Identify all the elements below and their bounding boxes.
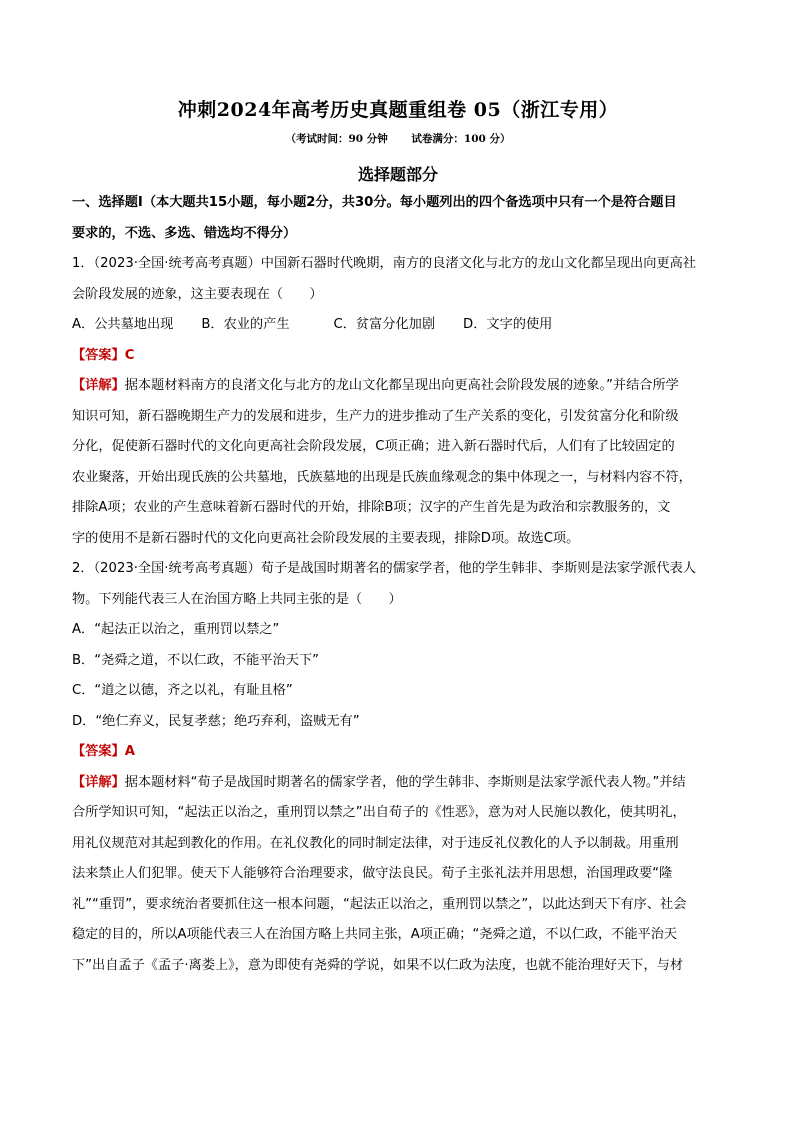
q1-answer-value: C bbox=[124, 347, 135, 363]
q2-detail-line-1 bbox=[72, 768, 724, 799]
q2-detail-line-2: 合所学知识可知，“起法正以治之，重刑罚以禁之”出自荀子的《性恶》，意为对人民施以教化，使其明礼， bbox=[72, 805, 686, 820]
q1-option-a: A．公共墓地出现 bbox=[72, 317, 174, 332]
q1-option-c: C．贫富分化加剧 bbox=[333, 317, 436, 332]
q2-detail-line-7: 下”出自孟子《孟子·离娄上》，意为即使有尧舜的学说，如果不以仁政为法度，也就不能治理好天下，与材 bbox=[72, 957, 684, 973]
q1-stem-line-2: 会阶段发展的迹象，这主要表现在（ ） bbox=[72, 286, 323, 302]
q1-stem-line-1: 1．（2023·全国·统考高考真题）中国新石器时代晚期，南方的良渚文化与北方的龙山文化都呈现出向更高社 bbox=[72, 256, 696, 271]
q2-detail-line-4: 法来禁止人们犯罪。使天下人能够符合治理要求，做守法良民。荀子主张礼法并用思想，治国理政要“隆 bbox=[72, 866, 673, 881]
q2-detail-line-6: 稳定的目的，所以A项能代表三人在治国方略上共同主张，A项正确；“尧舜之道，不以仁政，不能平治天 bbox=[72, 927, 678, 942]
q2-detail-first: 据本题材料“荀子是战国时期著名的儒家学者，他的学生韩非、李斯则是法家学派代表人物。”并结 bbox=[124, 774, 686, 790]
q1-detail-line-1 bbox=[72, 371, 724, 402]
q2-answer bbox=[72, 737, 724, 768]
q1-detail-line-6: 字的使用不是新石器时代的文化向更高社会阶段发展的主要表现，排除D项。故选C项。 bbox=[72, 530, 580, 546]
q1-detail-first: 据本题材料南方的良渚文化与北方的龙山文化都呈现出向更高社会阶段发展的迹象。”并结合所学 bbox=[124, 378, 679, 393]
q2-option-a: A．“起法正以治之，重刑罚以禁之” bbox=[72, 622, 280, 637]
q2-answer-value: A bbox=[124, 744, 135, 759]
q2-stem-line-1: 2．（2023·全国·统考高考真题）荀子是战国时期著名的儒家学者，他的学生韩非、李斯则是法家学派代表人 bbox=[72, 561, 696, 576]
q1-option-b: B．农业的产生 bbox=[201, 317, 290, 332]
q2-answer-tag: 【答案】 bbox=[72, 744, 125, 759]
q2-detail-line-3: 用礼仪规范对其起到教化的作用。在礼仪教化的同时制定法律，对于违反礼仪教化的人予以制裁。用重刑 bbox=[72, 835, 679, 851]
q1-answer bbox=[72, 341, 724, 372]
instructions-line-1: 一、选择题Ⅰ（本大题共15小题，每小题2分，共30分。每小题列出的四个备选项中只有一个是符合题目 bbox=[72, 195, 677, 210]
q1-detail-line-2: 知识可知，新石器晚期生产力的发展和进步，生产力的进步推动了生产关系的变化，引发贫富分化和阶级 bbox=[72, 408, 679, 424]
q1-detail-line-4: 农业聚落，开始出现氏族的公共墓地，氏族墓地的出现是氏族血缘观念的集中体现之一，与材料内容不符， bbox=[72, 469, 692, 485]
q2-option-d: D．“绝仁弃义，民复孝慈；绝巧弃利，盗贼无有” bbox=[72, 713, 360, 729]
q2-option-c: C．“道之以德，齐之以礼，有耻且格” bbox=[72, 683, 293, 698]
q2-option-b: B．“尧舜之道，不以仁政，不能平治天下” bbox=[72, 652, 319, 668]
page-title: 冲刺2024年高考历史真题重组卷 05（浙江专用） bbox=[177, 99, 619, 121]
instructions-line-2: 要求的，不选、多选、错选均不得分） bbox=[72, 225, 297, 241]
q1-options bbox=[72, 310, 724, 341]
q1-answer-tag: 【答案】 bbox=[72, 347, 125, 363]
q1-option-d: D．文字的使用 bbox=[463, 317, 553, 332]
q2-detail-line-5: 礼”“重罚”，要求统治者要抓住这一根本问题，“起法正以治之，重刑罚以禁之”，以此达到天下有序、社会 bbox=[72, 896, 687, 912]
q1-detail-tag: 【详解】 bbox=[72, 378, 125, 393]
document-page bbox=[72, 96, 724, 981]
q2-stem-line-2: 物。下列能代表三人在治国方略上共同主张的是（ ） bbox=[72, 591, 402, 607]
q1-detail-line-3: 分化，促使新石器时代的文化向更高社会阶段发展，C项正确；进入新石器时代后，人们有了比较固定的 bbox=[72, 439, 675, 454]
exam-time: （考试时间：90 分钟 bbox=[285, 133, 388, 145]
exam-info bbox=[72, 130, 724, 148]
section-title: 选择题部分 bbox=[357, 165, 438, 184]
q1-detail-line-5: 排除A项；农业的产生意味着新石器时代的开始，排除B项；汉字的产生首先是为政治和宗教服务的，文 bbox=[72, 500, 671, 515]
exam-score: 试卷满分：100 分） bbox=[411, 133, 511, 145]
q2-detail-tag: 【详解】 bbox=[72, 774, 125, 790]
